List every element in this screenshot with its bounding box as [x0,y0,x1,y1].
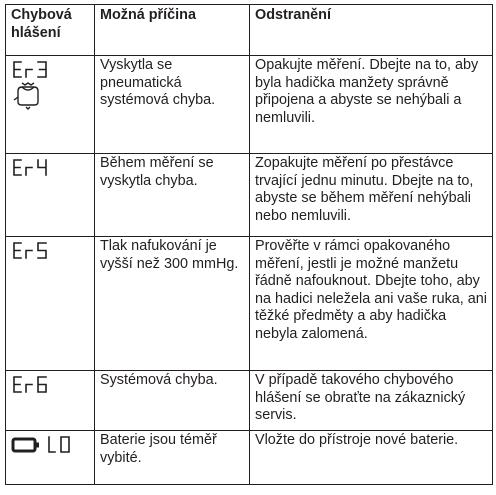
cause-cell: Baterie jsou téměř vybité. [95,431,250,485]
cuff-icon [11,82,45,110]
table-row [6,237,493,371]
error-code-cell [6,154,95,237]
error-code-cell [6,371,95,431]
remedy-cell: Zopakujte měření po přestávce trvající jednu minutu. Dbejte na to, abyste se během měření nehýbali nebo nemluvili. [250,154,493,237]
remedy-cell: Opakujte měření. Dbejte na to, aby byla hadička manžety správně připojena a abyste se nehýbali a nemluvili. [250,56,493,154]
remedy-cell: Vložte do přístroje nové baterie. [250,431,493,485]
header-cause: Možná příčina [95,5,250,56]
table-row [6,154,493,237]
error-code-display [11,241,53,261]
error-code-cell [6,237,95,371]
error-code-cell [6,431,95,485]
remedy-cell: V případě takového chybového hlášení se obraťte na zákaznický servis. [250,371,493,431]
table-header-row [6,5,493,56]
cause-cell: Systémová chyba. [95,371,250,431]
table-row [6,56,493,154]
low-battery-code [11,435,90,455]
header-message: Chybová hlášení [6,5,95,56]
battery-icon [11,435,45,455]
cause-cell: Vyskytla se pneumatická systémová chyba. [95,56,250,154]
cause-cell: Během měření se vyskytla chyba. [95,154,250,237]
header-remedy: Odstranění [250,5,493,56]
remedy-cell: Prověřte v rámci opakovaného měření, jestli je možné manžetu řádně nafouknout. Dbejte toho, aby na hadici neležela ani vaše ruka, ani těžké předměty a aby hadička nebyla zalomená. [250,237,493,371]
error-code-display [11,60,53,80]
cause-cell: Tlak nafukování je vyšší než 300 mmHg. [95,237,250,371]
error-messages-table [5,4,493,485]
table-row [6,371,493,431]
error-code-display [11,158,53,178]
error-code-cell [6,56,95,154]
error-code-display [45,435,75,455]
table-row [6,431,493,485]
error-code-display [11,375,53,395]
